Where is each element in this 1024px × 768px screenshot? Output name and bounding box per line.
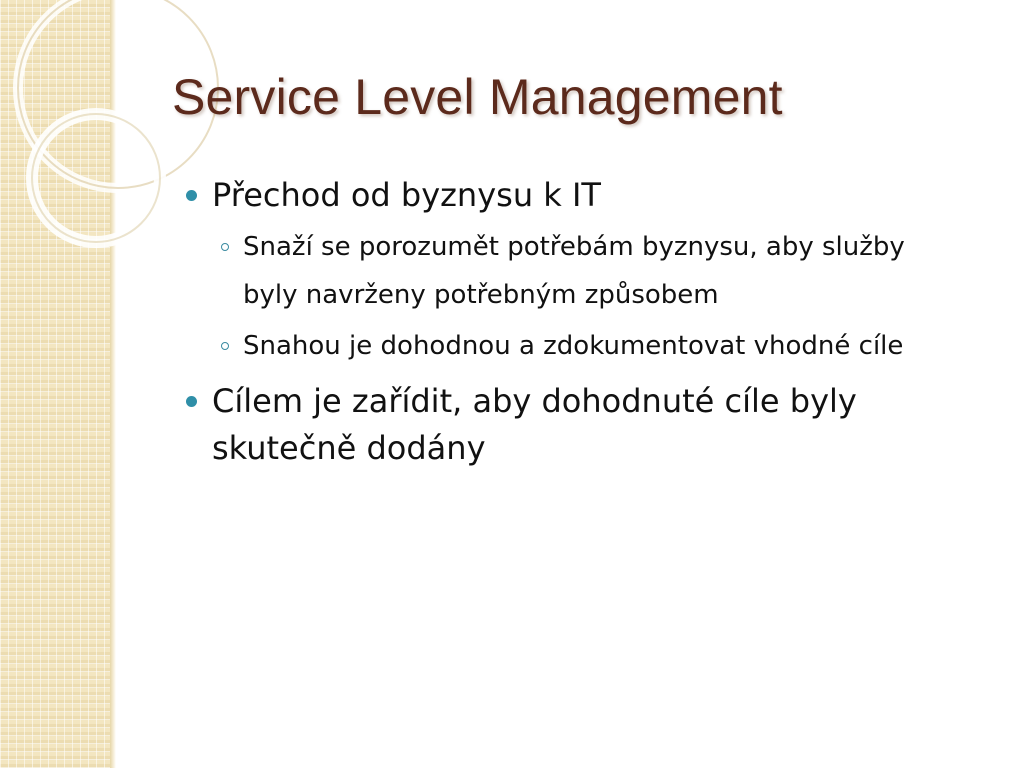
bullet-text: Přechod od byznysu k IT — [212, 176, 601, 214]
sub-bullet-list — [212, 223, 962, 370]
bullet-item — [182, 172, 962, 370]
hollow-circle-icon — [221, 342, 229, 350]
hollow-circle-icon — [221, 243, 229, 251]
sub-bullet-item — [212, 322, 962, 370]
bullet-dot-icon — [186, 190, 197, 201]
sub-bullet-text: Snahou je dohodnou a zdokumentovat vhodné cíle — [243, 331, 904, 361]
sub-bullet-text: Snaží se porozumět potřebám byznysu, aby služby byly navrženy potřebným způsobem — [243, 232, 905, 310]
bullet-text: Cílem je zařídit, aby dohodnuté cíle byly skutečně dodány — [212, 382, 857, 467]
slide-title: Service Level Management — [172, 69, 783, 125]
bullet-item — [182, 378, 962, 472]
bullet-list — [182, 172, 962, 472]
bullet-dot-icon — [186, 396, 197, 407]
sub-bullet-item — [212, 223, 962, 319]
slide-content — [182, 172, 962, 480]
